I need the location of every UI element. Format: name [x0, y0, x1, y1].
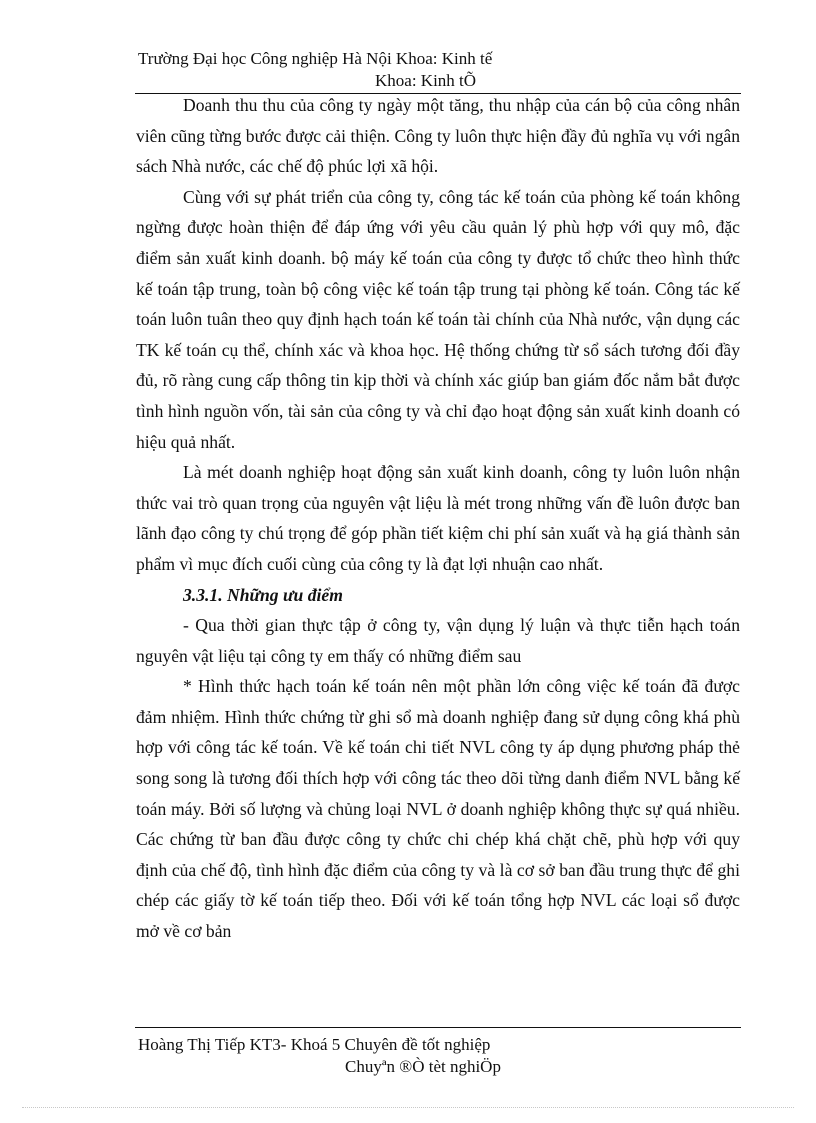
paragraph-2: Cùng với sự phát triển của công ty, công tác kế toán của phòng kế toán không ngừng được hoàn thiện để đáp ứng với yêu cầu quản lý phù hợp với quy mô, đặc điểm sản xuất kinh doanh. bộ máy kế toán của công ty được tổ chức theo hình thức kế toán tập trung, toàn bộ công việc kế toán tập trung tại phòng kế toán. Công tác kế toán luôn tuân theo quy định hạch toán kế toán tài chính của Nhà nước, vận dụng các TK kế toán cụ thể, chính xác và khoa học. Hệ thống chứng từ sổ sách tương đối đầy đủ, rõ ràng cung cấp thông tin kịp thời và chính xác giúp ban giám đốc nắm bắt được tình hình nguồn vốn, tài sản của công ty và chỉ đạo hoạt động sản xuất kinh doanh có hiệu quả nhất. — [136, 186, 740, 452]
footer-line-1: Hoàng Thị Tiếp KT3- Khoá 5 Chuyên đề tốt nghiệp — [138, 1035, 491, 1054]
header-line-1: Trường Đại học Công nghiệp Hà Nội Khoa: Kinh tế — [138, 49, 493, 68]
section-heading: 3.3.1. Những ưu điểm — [183, 584, 343, 605]
paragraph-3: Là mét doanh nghiệp hoạt động sản xuất kinh doanh, công ty luôn luôn nhận thức vai trò quan trọng của nguyên vật liệu là mét trong những vấn đề luôn được ban lãnh đạo công ty chú trọng để góp phần tiết kiệm chi phí sản xuất và hạ giá thành sản phẩm vì mục đích cuối cùng của công ty là đạt lợi nhuận cao nhất. — [136, 462, 740, 574]
paragraph-5: * Hình thức hạch toán kế toán nên một phần lớn công việc kế toán đã được đảm nhiệm. Hình thức chứng từ ghi sổ mà doanh nghiệp đang sử dụng công khá phù hợp với công tác kế toán. Về kế toán chi tiết NVL công ty áp dụng phương pháp thẻ song song là tương đối thích hợp với công tác theo dõi từng danh điểm NVL bằng kế toán máy. Bởi số lượng và chủng loại NVL ở doanh nghiệp không thực sự quá nhiều. Các chứng từ ban đầu được công ty chức chi chép khá chặt chẽ, phù hợp với quy định của chế độ, tình hình đặc điểm của công ty và là cơ sở ban đầu trung thực để ghi chép các giấy tờ kế toán tiếp theo. Đối với kế toán tổng hợp NVL các loại sổ được mở về cơ bản — [136, 676, 740, 942]
paragraph-4: - Qua thời gian thực tập ở công ty, vận dụng lý luận và thực tiễn hạch toán nguyên vật liệu tại công ty em thấy có những điểm sau — [136, 615, 740, 666]
page-footer — [138, 1034, 742, 1078]
footer-divider — [135, 1027, 741, 1028]
footer-line-2: Chuyªn ®Ò tèt nghiÖp — [345, 1057, 501, 1076]
page-header — [138, 48, 742, 92]
page-break-line — [22, 1107, 794, 1108]
document-body — [136, 90, 740, 947]
header-line-2: Khoa: Kinh tÕ — [375, 71, 477, 90]
paragraph-1: Doanh thu thu của công ty ngày một tăng, thu nhập của cán bộ của công nhân viên cũng từng bước được cải thiện. Công ty luôn thực hiện đầy đủ nghĩa vụ với ngân sách Nhà nước, các chế độ phúc lợi xã hội. — [136, 95, 740, 177]
